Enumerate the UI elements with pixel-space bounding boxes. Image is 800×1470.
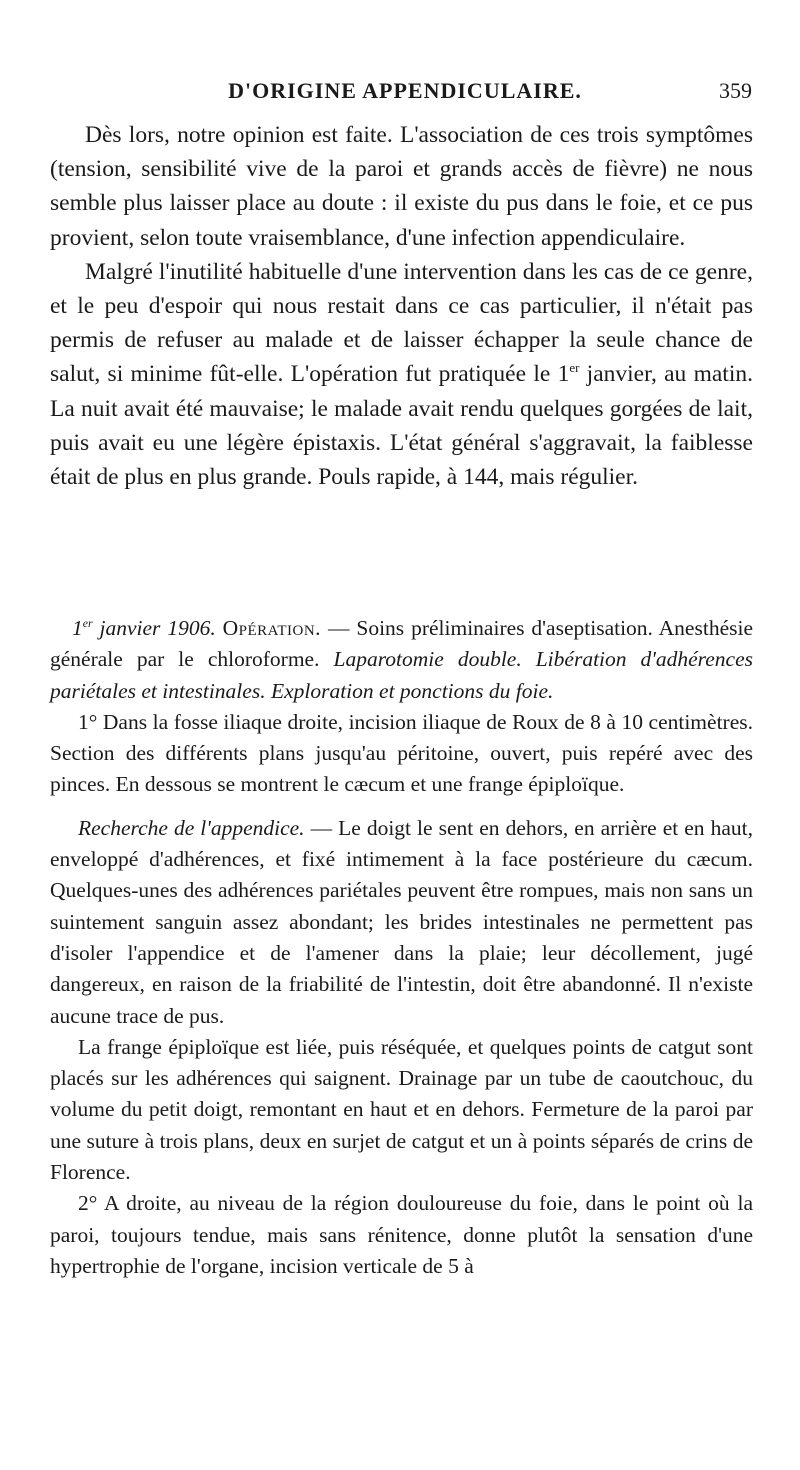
operation-date-day: 1 <box>72 616 83 640</box>
operation-heading-paragraph <box>50 613 753 707</box>
page-header <box>50 78 760 118</box>
running-head: D'ORIGINE APPENDICULAIRE. <box>228 78 582 103</box>
first-section <box>50 118 753 494</box>
operation-intro: — Soins préliminaires d'aseptisation. Anesthésie générale par le chloroforme. <box>50 616 753 672</box>
step-1-paragraph: 1° Dans la fosse iliaque droite, incision iliaque de Roux de 8 à 10 centimètres. Section des différents plans jusqu'au péritoine, ouvert, puis repéré avec des pinces. En dessous se montrent le cæcum et une frange épiploïque. <box>50 709 753 797</box>
operation-date-sup: er <box>82 615 93 630</box>
appendix-heading: Recherche de l'appendice. <box>78 815 305 840</box>
operation-label: Opération. <box>222 616 322 640</box>
operation-date <box>72 616 216 640</box>
operation-summary: Laparotomie double. Libération d'adhérences pariétales et intestinales. Exploration et ponctions du foie. <box>50 647 753 703</box>
operation-date-rest: janvier 1906. <box>92 616 216 640</box>
operation-section <box>50 613 753 1282</box>
paragraph-decision-part2: janvier, au matin. La nuit avait été mauvaise; le malade avait rendu quelques gorgées de lait, puis avait eu une légère épistaxis. L'état général s'aggravait, la faiblesse était de plus en plus grande. Pouls rapide, à 144, mais régulier. <box>50 361 753 491</box>
appendix-text: — Le doigt le sent en dehors, en arrière et en haut, enveloppé d'adhérences, et fixé intimement à la face postérieure du cæcum. Quelques-unes des adhérences pariétales peuvent être rompues, mais non sans un suintement sanguin assez abondant; les brides intestinales ne permettent pas d'isoler l'appendice et de l'amener dans la plaie; leur décollement, jugé dangereux, en raison de la friabilité de l'intestin, doit être abandonné. Il n'existe aucune trace de pus. <box>50 815 753 1028</box>
appendix-paragraph <box>50 813 753 1032</box>
step-2-paragraph: 2° A droite, au niveau de la région douloureuse du foie, dans le point où la paroi, toujours tendue, mais sans rénitence, donne plutôt la sensation d'une hypertrophie de l'organe, incision verticale de 5 à <box>50 1191 753 1278</box>
paragraph-diagnosis: Dès lors, notre opinion est faite. L'association de ces trois symptômes (tension, sensibilité vive de la paroi et grands accès de fièvre) ne nous semble plus laisser place au doute : il existe du pus dans le foie, et ce pus provient, selon toute vraisemblance, d'une infection appendiculaire. <box>50 122 753 251</box>
frange-paragraph: La frange épiploïque est liée, puis réséquée, et quelques points de catgut sont placés sur les adhérences qui saignent. Drainage par un tube de caoutchouc, du volume du petit doigt, remontant en haut et en dehors. Fermeture de la paroi par une suture à trois plans, deux en surjet de catgut et un à points séparés de crins de Florence. <box>50 1034 753 1185</box>
paragraph-decision-part1: Malgré l'inutilité habituelle d'une intervention dans les cas de ce genre, et le peu d'espoir qui nous restait dans ce cas particulier, il n'était pas permis de refuser au malade et de laisser échapper la seule chance de salut, si minime fût-elle. L'opération fut pratiquée le 1 <box>50 258 753 388</box>
page-number: 359 <box>719 78 752 103</box>
superscript-er: er <box>569 360 580 376</box>
paragraph-decision <box>50 255 753 494</box>
